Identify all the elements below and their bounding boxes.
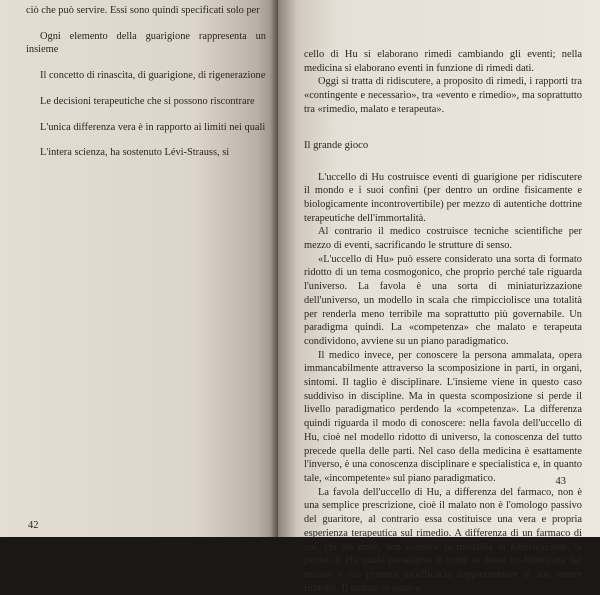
right-paragraph-2: Oggi si tratta di ridiscutere, a proposito di rimedi, i rapporti tra «contingente e necessario», tra «evento e rimedio», ma soprattutto tra «rimedio, malato e terapeuta». — [304, 76, 582, 115]
left-page-number: 42 — [28, 520, 39, 531]
right-paragraph-1: cello di Hu si elaborano rimedi cambiando gli eventi; nella medicina si elaborano eventi in funzione di rimedi dati. — [304, 49, 582, 74]
right-paragraph-6: Il medico invece, per conoscere la persona ammalata, opera immancabilmente attraverso la scomposizione in parti, in organi, sintomi. Il taglio è disciplinare. L'insieme viene in questo caso suddiviso in discipline. Ma in questa scomposizione si perde il livello paradigmatico perdendo la «competenza». La differenza quindi riguarda il modo di conoscere: nella favola dell'uccello di Hu, cioè nel modello ridotto di universo, la conoscenza del tutto precede quella delle parti. Nel caso della medicina è esattamente l'inverso, è una conoscenza disciplinare e specialistica e, in quanto tale, «incompetente» sul piano paradigmatico. — [304, 349, 582, 484]
left-paragraph-3: Il concetto di rinascita, di guarigione, di rigenerazione — [40, 70, 266, 82]
left-page — [0, 0, 280, 537]
right-paragraph-4: Al contrario il medico costruisce tecniche scientifiche per mezzo di eventi, sacrificando le strutture di senso. — [304, 226, 582, 252]
left-paragraph-5: L'unica differenza vera è in rapporto ai limiti nei quali — [40, 121, 266, 133]
right-page — [278, 0, 600, 594]
right-paragraph-7: La favola dell'uccello di Hu, a differenza del farmaco, non è una semplice prescrizione, cioè il malato non è l'omologo passivo del guaritore, al contrario essa costituisce una vera e propria esperienza terapeutica sul rimedio. A differenza di un farmaco di cui, chi sta male, non conosce la modalità di fabbricazione, la penna di Hu quale paradigma è come se fosse co-fabbricata dal malato e ciò procura un'efficacia supplementare al suo essere rimedio. Il malato in pratica — [304, 486, 582, 594]
left-paragraph-6: L'intera scienza, ha sostenuto Lévi-Strauss, si — [40, 147, 230, 159]
left-paragraph-1: ciò che può servire. Essi sono quindi specificati solo per — [26, 5, 260, 16]
right-paragraph-3: L'uccello di Hu costruisce eventi di guarigione per ridiscutere il mondo e i suoi confini (per dentro un ordine fisicamente e biologicamente incontrovertibile) per mezzo di autentiche dottrine terapeutiche dell'immortalità. — [304, 171, 582, 224]
left-paragraph-4: Le decisioni terapeutiche che si possono riscontrare — [40, 95, 255, 107]
right-paragraph-5: «L'uccello di Hu» può essere considerato una sorta di formato ridotto di un tema cosmogonico, che proprio perché tale riguarda l'universo. La favola è una sorta di miniaturizzazione dell'universo, un modello in scala che rimpicciolisce una totalità per renderla meno terribile ma soprattutto più governabile. Un paradigma quindi. La «competenza» che malato e terapeuta condividono, avviene su un piano paradigmatico. — [304, 253, 582, 347]
left-paragraph-2: Ogni elemento della guarigione rappresenta un insieme — [26, 30, 266, 56]
right-page-number: 43 — [555, 476, 566, 487]
section-heading: Il grande gioco — [304, 139, 369, 151]
